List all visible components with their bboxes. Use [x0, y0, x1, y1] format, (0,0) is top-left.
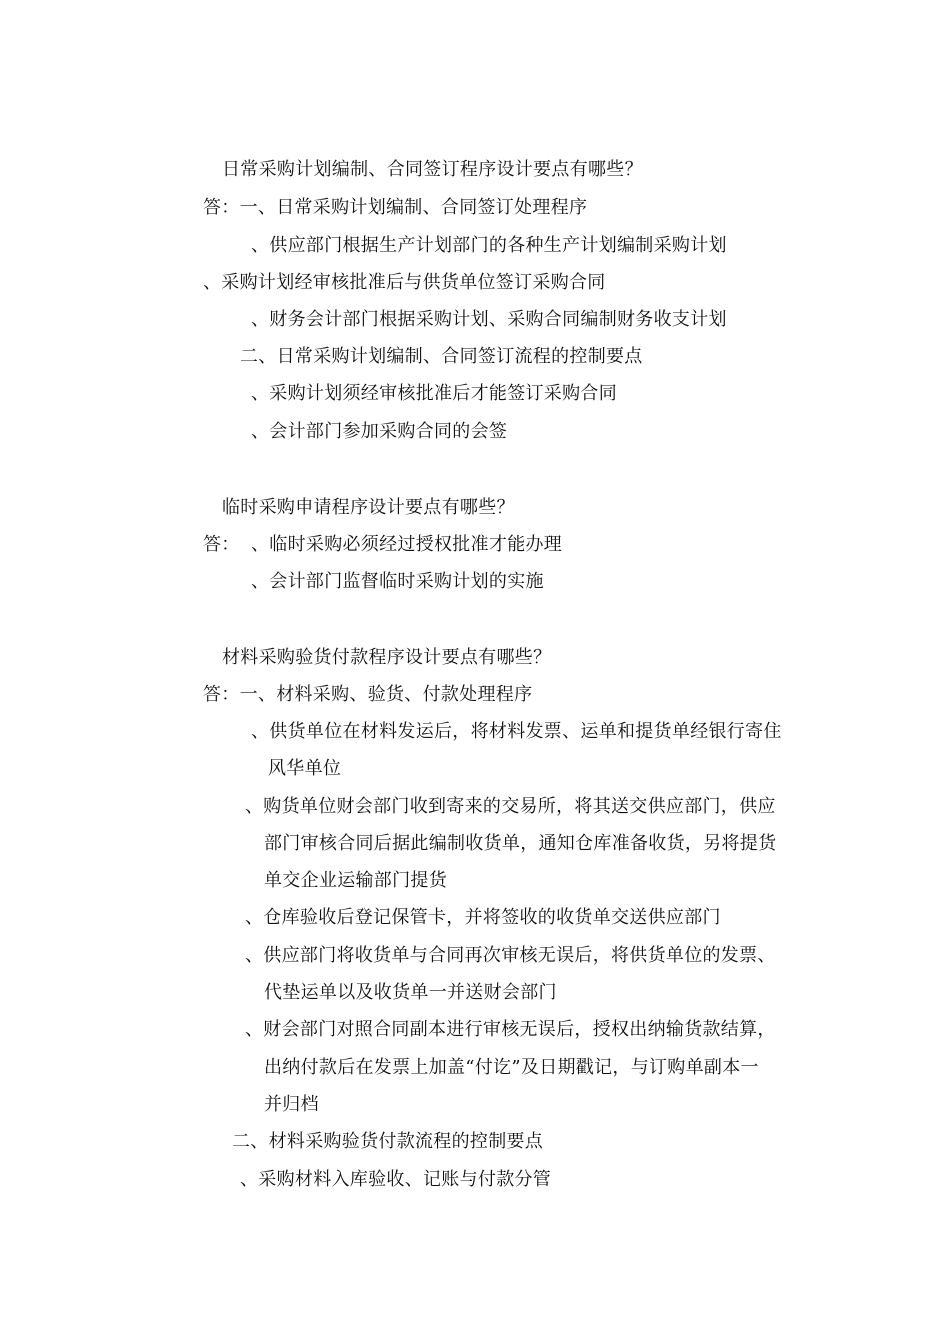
answer-line: 并归档	[264, 1094, 319, 1115]
answer-line: 部门审核合同后据此编制收货单，通知仓库准备收货，另将提货	[264, 833, 777, 854]
answer-line: 、购货单位财会部门收到寄来的交易所，将其送交供应部门，供应	[245, 796, 776, 817]
answer-line: 、采购材料入库验收、记账与付款分管	[240, 1169, 552, 1190]
answer-line: 、采购计划须经审核批准后才能签订采购合同	[251, 383, 617, 404]
answer-line: 、仓库验收后登记保管卡，并将签收的收货单交送供应部门	[245, 907, 721, 928]
answer-line: 答：	[203, 534, 240, 555]
answer-line: 答：一、材料采购、验货、付款处理程序	[203, 684, 533, 705]
answer-line: 出纳付款后在发票上加盖“付讫”及日期戳记，与订购单副本一	[264, 1057, 759, 1078]
answer-line: 、会计部门参加采购合同的会签	[251, 421, 508, 442]
answer-line: 单交企业运输部门提货	[264, 870, 447, 891]
answer-line: 、会计部门监督临时采购计划的实施	[251, 571, 544, 592]
answer-line: 、供应部门根据生产计划部门的各种生产计划编制采购计划	[251, 235, 727, 256]
answer-line: 、供应部门将收货单与合同再次审核无误后，将供货单位的发票、	[245, 945, 776, 966]
answer-line: 二、材料采购验货付款流程的控制要点	[232, 1131, 544, 1152]
question-heading: 临时采购申请程序设计要点有哪些？	[222, 497, 515, 518]
answer-line: 、财务会计部门根据采购计划、采购合同编制财务收支计划	[251, 309, 727, 330]
answer-line: 答：一、日常采购计划编制、合同签订处理程序	[203, 197, 588, 218]
answer-line: 、采购计划经审核批准后与供货单位签订采购合同	[203, 272, 606, 293]
question-heading: 材料采购验货付款程序设计要点有哪些？	[222, 647, 552, 668]
answer-line: 、供货单位在材料发运后，将材料发票、运单和提货单经银行寄住	[251, 721, 782, 742]
answer-line: 代垫运单以及收货单一并送财会部门	[264, 982, 557, 1003]
answer-line: 二、日常采购计划编制、合同签订流程的控制要点	[240, 346, 643, 367]
answer-line: 、财会部门对照合同副本进行审核无误后，授权出纳输货款结算，	[245, 1019, 776, 1040]
answer-line: 风华单位	[268, 758, 342, 779]
question-heading: 日常采购计划编制、合同签订程序设计要点有哪些？	[222, 159, 643, 180]
answer-line: 、临时采购必须经过授权批准才能办理	[251, 534, 563, 555]
